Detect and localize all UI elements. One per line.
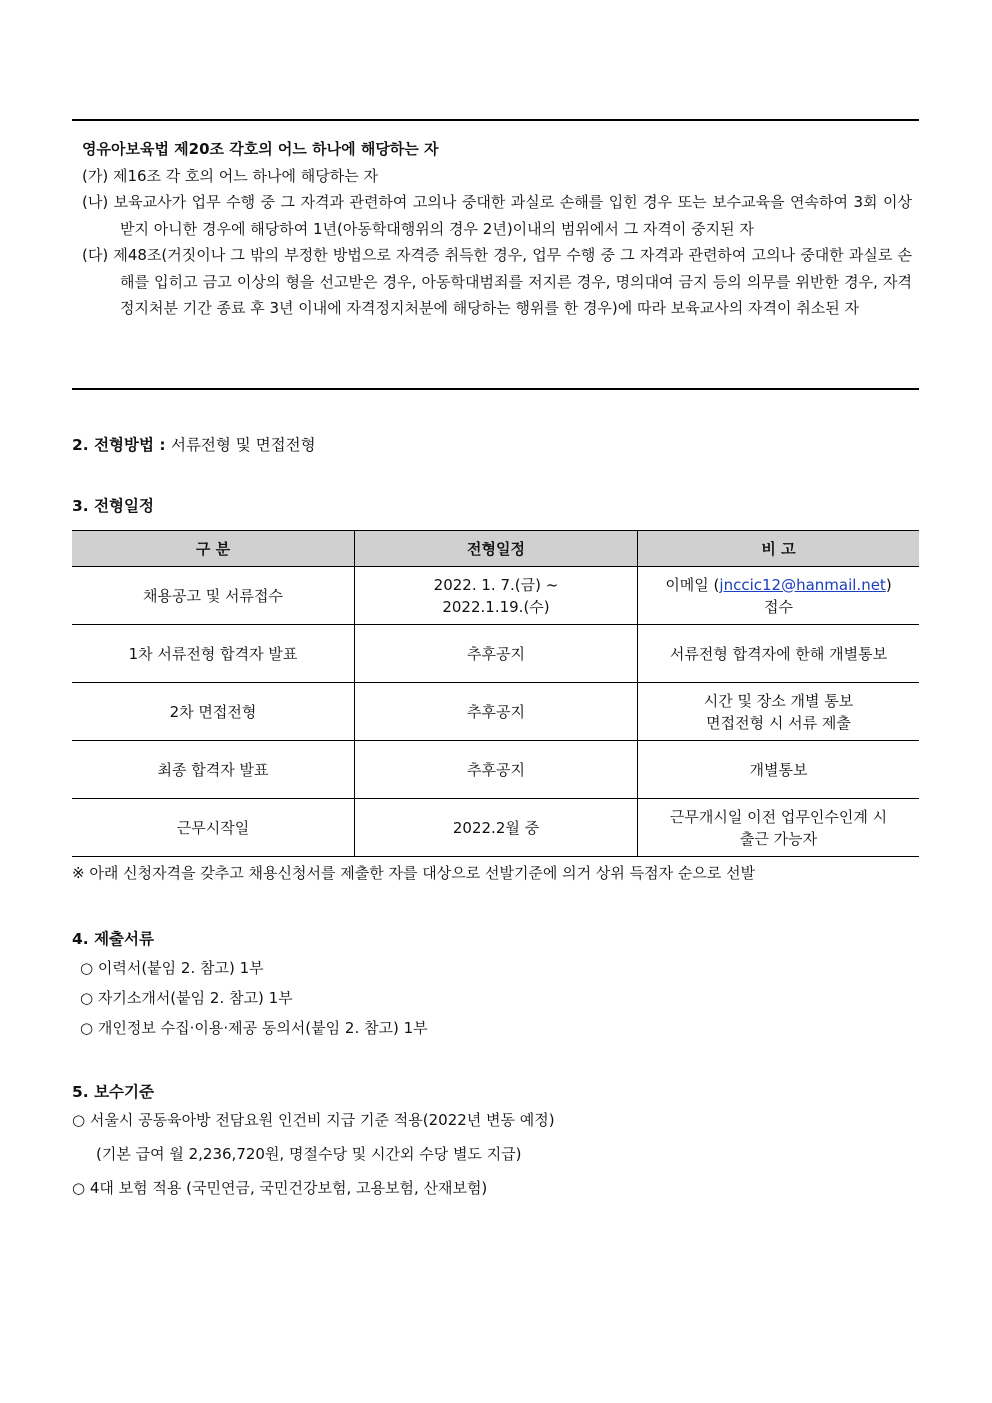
- table-row: [72, 625, 919, 683]
- remarks-line: 출근 가능자: [739, 829, 818, 848]
- selection-note: ※ 아래 신청자격을 갖추고 채용신청서를 제출한 자를 대상으로 선발기준에 의거 상위 득점자 순으로 선발: [72, 864, 756, 882]
- document-item: ○ 개인정보 수집·이용·제공 동의서(붙임 2. 참고) 1부: [80, 1019, 428, 1037]
- remarks-line: 시간 및 장소 개별 통보: [703, 691, 854, 710]
- cell-category: 근무시작일: [72, 799, 355, 857]
- cell-category: 최종 합격자 발표: [72, 741, 355, 799]
- remarks-receipt: 접수: [764, 597, 793, 616]
- schedule-start: 2022. 1. 7.(금) ~: [433, 575, 559, 594]
- cell-remarks: 서류전형 합격자에 한해 개별통보: [638, 625, 920, 683]
- header-schedule: 전형일정: [355, 531, 638, 567]
- table-row: [72, 741, 919, 799]
- table-row: [72, 799, 919, 857]
- cell-remarks: [638, 567, 920, 625]
- disqualification-item: (가) 제16조 각 호의 어느 하나에 해당하는 자: [82, 166, 379, 185]
- section-3-heading: 3. 전형일정: [72, 497, 154, 515]
- box-top-rule: [72, 119, 919, 121]
- cell-remarks: 개별통보: [638, 741, 920, 799]
- email-link[interactable]: jnccic12@hanmail.net: [719, 575, 886, 594]
- section-2-heading: [72, 433, 316, 455]
- cell-category: 1차 서류전형 합격자 발표: [72, 625, 355, 683]
- table-row: [72, 567, 919, 625]
- header-remarks: 비 고: [638, 531, 920, 567]
- disqualification-box: [82, 136, 912, 322]
- section-5-heading: 5. 보수기준: [72, 1083, 154, 1101]
- email-label: 이메일 (: [665, 575, 720, 594]
- cell-schedule: [355, 567, 638, 625]
- cell-schedule: 2022.2월 중: [355, 799, 638, 857]
- section-2-value: 서류전형 및 면접전형: [170, 436, 316, 454]
- remarks-line: 근무개시일 이전 업무인수인계 시: [669, 807, 888, 826]
- schedule-table: [72, 530, 919, 857]
- disqualification-title: 영유아보육법 제20조 각호의 어느 하나에 해당하는 자: [82, 140, 439, 158]
- table-header-row: [72, 531, 919, 567]
- cell-remarks: [638, 799, 920, 857]
- section-4-heading: 4. 제출서류: [72, 930, 154, 948]
- salary-item: ○ 서울시 공동육아방 전담요원 인건비 지급 기준 적용(2022년 변동 예정): [72, 1111, 555, 1129]
- cell-schedule: 추후공지: [355, 741, 638, 799]
- cell-remarks: [638, 683, 920, 741]
- section-2-title: 2. 전형방법 :: [72, 436, 166, 454]
- cell-schedule: 추후공지: [355, 683, 638, 741]
- schedule-end: 2022.1.19.(수): [442, 597, 550, 616]
- salary-item: ○ 4대 보험 적용 (국민연금, 국민건강보험, 고용보험, 산재보험): [72, 1179, 488, 1197]
- document-item: ○ 이력서(붙임 2. 참고) 1부: [80, 959, 264, 977]
- disqualification-item: (나) 보육교사가 업무 수행 중 그 자격과 관련하여 고의나 중대한 과실로 손해를 입힌 경우 또는 보수교육을 연속하여 3회 이상 받지 아니한 경우에 해당하여 1년(아동학대행위의 경우 2년)이내의 범위에서 그 자격이 중지된 자: [82, 193, 912, 238]
- salary-detail: (기본 급여 월 2,236,720원, 명절수당 및 시간외 수당 별도 지급): [96, 1145, 522, 1163]
- box-bottom-rule: [72, 388, 919, 390]
- email-close: ): [885, 575, 892, 594]
- remarks-line: 면접전형 시 서류 제출: [706, 713, 851, 732]
- disqualification-item: (다) 제48조(거짓이나 그 밖의 부정한 방법으로 자격증 취득한 경우, 업무 수행 중 그 자격과 관련하여 고의나 중대한 과실로 손해를 입히고 금고 이상의 형을 선고받은 경우, 아동학대범죄를 저지른 경우, 명의대여 금지 등의 의무를 위반한 경우, 자격정지처분 기간 종료 후 3년 이내에 자격정지처분에 해당하는 행위를 한 경우)에 따라 보육교사의 자격이 취소된 자: [82, 246, 912, 317]
- cell-category: 채용공고 및 서류접수: [72, 567, 355, 625]
- cell-category: 2차 면접전형: [72, 683, 355, 741]
- header-category: 구 분: [72, 531, 355, 567]
- cell-schedule: 추후공지: [355, 625, 638, 683]
- table-row: [72, 683, 919, 741]
- document-item: ○ 자기소개서(붙임 2. 참고) 1부: [80, 989, 293, 1007]
